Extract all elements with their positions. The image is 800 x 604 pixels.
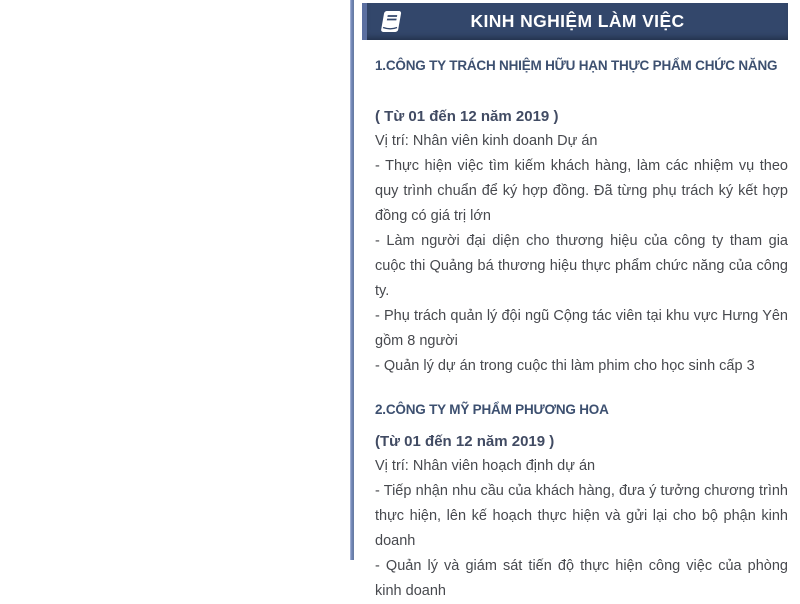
job-duty: - Phụ trách quản lý đội ngũ Cộng tác viên tại khu vực Hưng Yên gồm 8 người bbox=[375, 308, 788, 349]
column-divider bbox=[350, 0, 354, 560]
job-duty: - Làm người đại diện cho thương hiệu của công ty tham gia cuộc thi Quảng bá thương hiệu thực phẩm chức năng của công ty. bbox=[375, 233, 788, 299]
experience-column bbox=[362, 0, 788, 604]
section-header bbox=[362, 3, 788, 40]
job-period-1: ( Từ 01 đến 12 năm 2019 ) bbox=[375, 108, 559, 125]
job-period-2: (Từ 01 đến 12 năm 2019 ) bbox=[375, 433, 555, 450]
book-icon bbox=[377, 8, 405, 36]
company-title-1: 1.CÔNG TY TRÁCH NHIỆM HỮU HẠN THỰC PHẨM CHỨC NĂNG bbox=[375, 58, 778, 73]
job-position-1: Vị trí: Nhân viên kinh doanh Dự án bbox=[375, 133, 598, 149]
job-duty: - Tiếp nhận nhu cầu của khách hàng, đưa ý tưởng chương trình thực hiện, lên kế hoạch thực hiện và gửi lại cho bộ phận kinh doanh bbox=[375, 483, 788, 549]
job-position-2: Vị trí: Nhân viên hoạch định dự án bbox=[375, 458, 596, 474]
job-duty: - Quản lý dự án trong cuộc thi làm phim cho học sinh cấp 3 bbox=[375, 358, 755, 374]
job-duty: - Thực hiện việc tìm kiếm khách hàng, làm các nhiệm vụ theo quy trình chuẩn để ký hợp đồng. Đã từng phụ trách ký kết hợp đồng có giá trị lớn bbox=[375, 158, 788, 224]
job-entry-2 bbox=[362, 400, 788, 604]
job-duty: - Quản lý và giám sát tiến độ thực hiện công việc của phòng kinh doanh bbox=[375, 558, 788, 599]
job-entry-1 bbox=[362, 56, 788, 379]
company-title-2: 2.CÔNG TY MỸ PHẨM PHƯƠNG HOA bbox=[375, 402, 609, 417]
section-header-title: KINH NGHIỆM LÀM VIỆC bbox=[470, 11, 685, 31]
